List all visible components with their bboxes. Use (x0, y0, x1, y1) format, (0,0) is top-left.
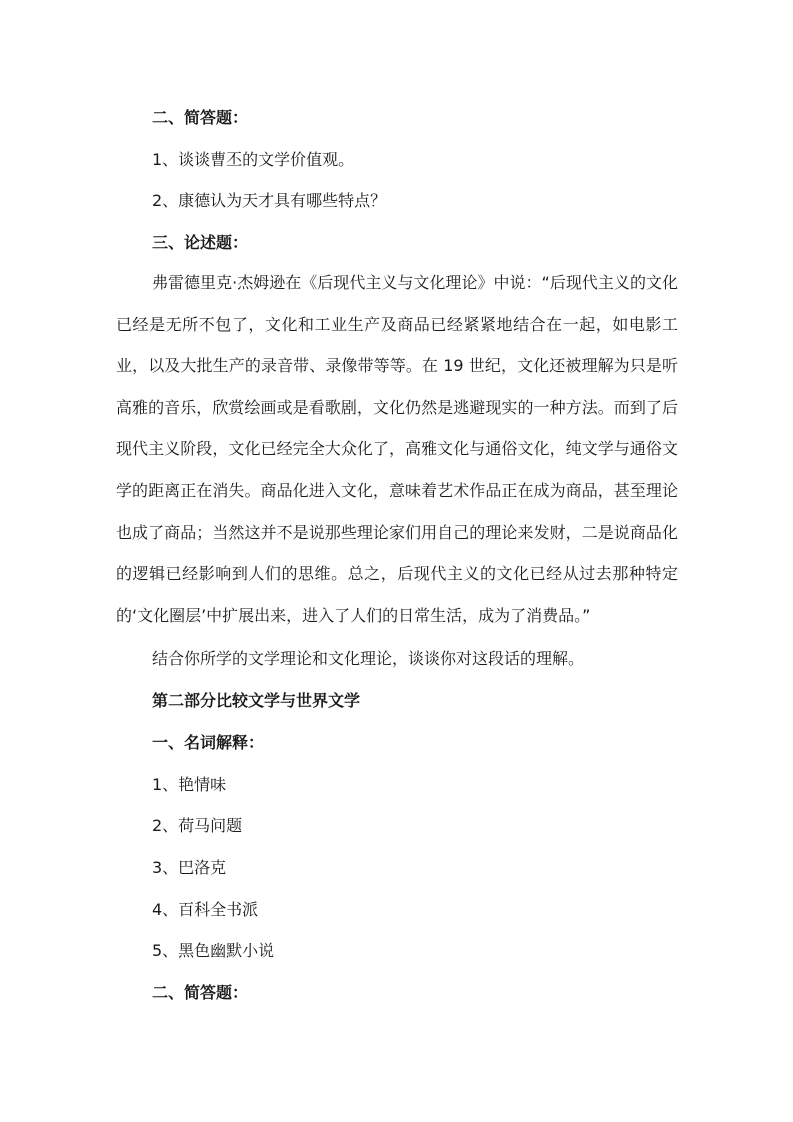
question-item: 1、谈谈曹丕的文学价值观。 (152, 150, 355, 169)
section-heading-short-answer-2: 二、简答题： (152, 983, 249, 1002)
essay-quote-paragraph: 弗雷德里克·杰姆逊在《后现代主义与文化理论》中说：“后现代主义的文化已经是无所不包了，文化和工业生产及商品已经紧紧地结合在一起，如电影工业，以及大批生产的录音带、录像带等等。在 19 世纪，文化还被理解为只是听高雅的音乐，欣赏绘画或是看歌剧，文化仍然是逃避现实的一种方法。而到了后现代主义阶段，文化已经完全大众化了，高雅文化与通俗文化，纯文学与通俗文学的距离正在消失。商品化进入文化，意味着艺术作品正在成为商品，甚至理论也成了商品；当然这并不是说那些理论家们用自己的理论来发财，二是说商品化的逻辑已经影响到人们的思维。总之，后现代主义的文化已经从过去那种特定的‘文化圈层’中扩展出来，进入了人们的日常生活，成为了消费品。” (116, 273, 678, 625)
term-item: 2、荷马问题 (152, 816, 243, 835)
section-heading-terms: 一、名词解释： (152, 733, 265, 752)
term-item: 1、艳情味 (152, 775, 227, 794)
term-item: 3、巴洛克 (152, 858, 227, 877)
part-title: 第二部分比较文学与世界文学 (152, 691, 361, 710)
term-item: 5、黑色幽默小说 (152, 941, 275, 960)
term-item: 4、百科全书派 (152, 900, 259, 919)
section-heading-essay: 三、论述题： (152, 233, 249, 252)
section-heading-short-answer: 二、简答题： (152, 108, 249, 127)
essay-prompt: 结合你所学的文学理论和文化理论，谈谈你对这段话的理解。 (152, 649, 585, 668)
question-item: 2、康德认为天才具有哪些特点？ (152, 191, 387, 210)
